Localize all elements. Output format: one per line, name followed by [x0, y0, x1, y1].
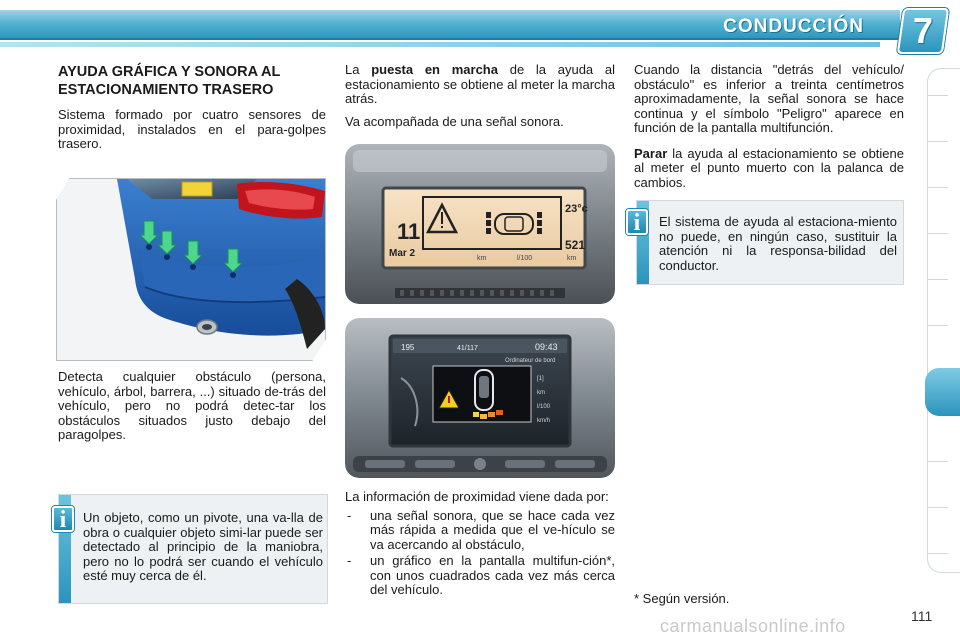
proximity-info-list: [345, 509, 615, 598]
start-paragraph: [345, 63, 615, 107]
display-2-row-1: [1]: [537, 376, 544, 382]
intro-paragraph: Sistema formado por cuatro sensores de proximidad, instalados en el para-golpes trasero.: [58, 107, 326, 151]
list-item: - un gráfico en la pantalla multifun-ción*, con unos cuadrados cada vez más cerca del vehículo.: [345, 554, 615, 598]
chapter-tab-active: [925, 368, 960, 416]
tab-divider: [928, 233, 948, 234]
display-2-row-2: km: [537, 390, 545, 396]
header-band-lower: [0, 42, 880, 47]
stop-bold: Parar: [634, 145, 668, 161]
tab-divider: [928, 553, 948, 554]
display-2-left-value: 195: [401, 343, 415, 352]
column-2-lower: [345, 490, 615, 600]
start-prefix: La: [345, 62, 360, 77]
tab-divider: [928, 279, 948, 280]
tab-divider: [928, 187, 948, 188]
display-2-row-3: l/100: [537, 404, 551, 410]
info-icon: i: [52, 506, 74, 532]
info-icon: i: [626, 209, 648, 235]
info-box-driver-responsibility: [636, 200, 904, 285]
stop-rest: la ayuda al estacionamiento se obtiene al meter el punto muerto con la palanca de cambios.: [634, 145, 904, 190]
danger-paragraph: Cuando la distancia "detrás del vehículo/ obstáculo" es inferior a treinta centímetros aproximadamente, la señal sonora se hace continua y el símbolo "Peligro" aparece en función de la pantalla multifunción.: [634, 62, 904, 135]
display-1-odo-unit: km: [567, 255, 577, 262]
list-item: - una señal sonora, que se hace cada vez más rápida a medida que el ve-hículo se va acercando al obstáculo,: [345, 509, 615, 553]
display-1-left-value: 11: [397, 219, 421, 244]
page-number: 111: [911, 608, 933, 624]
chapter-number-badge: [897, 8, 949, 54]
sound-paragraph: Va acompañada de una señal sonora.: [345, 113, 564, 129]
chapter-tabs: [927, 68, 960, 573]
page-header: [0, 0, 960, 60]
display-1-date: Mar 2: [389, 248, 416, 259]
column-1-lower: [58, 370, 326, 451]
display-1-odo: 521: [565, 238, 586, 252]
multifunction-display-monochrome: [345, 144, 615, 304]
info-box-text: El sistema de ayuda al estaciona-miento no puede, en ningún caso, sustituir la atención ni la responsa-bilidad del conductor.: [659, 214, 897, 273]
info-box-object-detection: [58, 494, 328, 604]
display-1-temp: 23°c: [565, 203, 588, 215]
column-3: [634, 63, 904, 198]
display-2-svg: [345, 318, 615, 478]
detect-paragraph: Detecta cualquier obstáculo (persona, vehículo, árbol, barrera, ...) situado de-trás del vehículo, pero no podrá detec-tar los obstáculos situados justo debajo del paragolpes.: [58, 369, 326, 442]
tab-divider: [928, 141, 948, 142]
chapter-number: 7: [912, 10, 934, 51]
display-2-time: 09:43: [535, 342, 558, 352]
tab-divider: [928, 507, 948, 508]
rear-bumper-sensors-illustration: [56, 178, 326, 361]
display-1-svg: [345, 144, 615, 304]
start-bold: puesta en marcha: [371, 62, 498, 77]
column-2: [345, 63, 615, 137]
column-1: [58, 63, 326, 160]
footnote: * Según versión.: [634, 591, 730, 606]
section-title: AYUDA GRÁFICA Y SONORA AL ESTACIONAMIENTO TRASERO: [58, 64, 281, 98]
display-2-top-mid: 41/117: [457, 345, 478, 352]
tab-divider: [928, 325, 948, 326]
tab-divider: [928, 461, 948, 462]
display-1-bottom-right: l/100: [517, 255, 533, 262]
proximity-info-intro: La información de proximidad viene dada por:: [345, 489, 609, 504]
display-2-panel-title: Ordinateur de bord: [505, 358, 556, 364]
start-rest: de la ayuda al estacionamiento se obtiene al meter la marcha atrás.: [345, 62, 616, 106]
car-rear-svg: [57, 179, 326, 361]
multifunction-display-color: [345, 318, 615, 478]
watermark: carmanualsonline.info: [660, 616, 846, 636]
stop-paragraph: [634, 147, 904, 191]
chapter-title: CONDUCCIÓN: [723, 16, 864, 37]
display-2-row-4: km/h: [537, 418, 551, 424]
display-1-bottom-left: km: [477, 255, 487, 262]
tab-divider: [928, 95, 948, 96]
info-box-text: Un objeto, como un pivote, una va-lla de obra o cualquier objeto simi-lar puede ser detectado al principio de la maniobra, pero no lo podrá ser cuando el vehículo esté muy cerca de él.: [83, 510, 323, 583]
